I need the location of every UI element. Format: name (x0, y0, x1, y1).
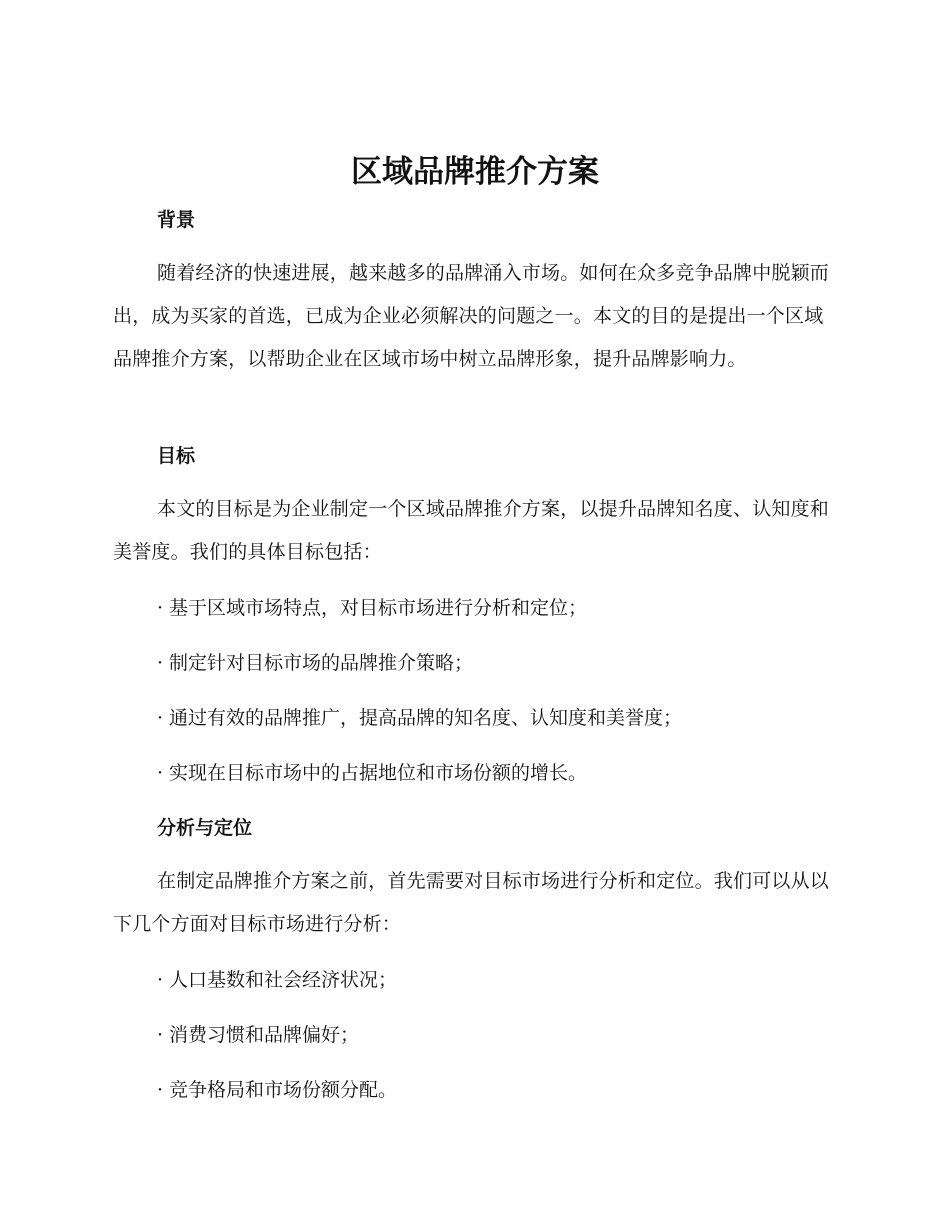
list-item (157, 595, 587, 621)
bullet-marker: · (157, 969, 164, 991)
analysis-paragraph: 在制定品牌推介方案之前，首先需要对目标市场进行分析和定位。我们可以从以下几个方面对目标市场进行分析： (113, 870, 830, 935)
bullet-marker: · (157, 1079, 164, 1101)
list-item (157, 705, 682, 731)
bullet-marker: · (157, 597, 164, 619)
section-heading-analysis: 分析与定位 (157, 817, 253, 839)
background-paragraph: 随着经济的快速进展，越来越多的品牌涌入市场。如何在众多竞争品牌中脱颖而出，成为买家的首选，已成为企业必须解决的问题之一。本文的目的是提出一个区域品牌推介方案，以帮助企业在区域市场中树立品牌形象，提升品牌影响力。 (113, 262, 830, 370)
list-item-text: 基于区域市场特点，对目标市场进行分析和定位； (169, 597, 588, 619)
page-title: 区域品牌推介方案 (351, 154, 599, 190)
list-item (157, 760, 587, 786)
list-item-text: 实现在目标市场中的占据地位和市场份额的增长。 (169, 762, 588, 784)
list-item (157, 967, 397, 993)
list-item-text: 人口基数和社会经济状况； (169, 969, 398, 991)
list-item-text: 通过有效的品牌推广，提高品牌的知名度、认知度和美誉度； (169, 707, 683, 729)
bullet-marker: · (157, 652, 164, 674)
list-item-text: 制定针对目标市场的品牌推介策略； (169, 652, 474, 674)
section-heading-goals: 目标 (157, 445, 196, 467)
goals-paragraph: 本文的目标是为企业制定一个区域品牌推介方案，以提升品牌知名度、认知度和美誉度。我们的具体目标包括： (113, 498, 830, 563)
bullet-marker: · (157, 1024, 164, 1046)
bullet-marker: · (157, 707, 164, 729)
list-item (157, 1077, 397, 1103)
section-heading-background: 背景 (157, 209, 196, 231)
list-item-text: 竞争格局和市场份额分配。 (169, 1079, 398, 1101)
bullet-marker: · (157, 762, 164, 784)
list-item-text: 消费习惯和品牌偏好； (169, 1024, 360, 1046)
list-item (157, 1022, 359, 1048)
list-item (157, 650, 473, 676)
